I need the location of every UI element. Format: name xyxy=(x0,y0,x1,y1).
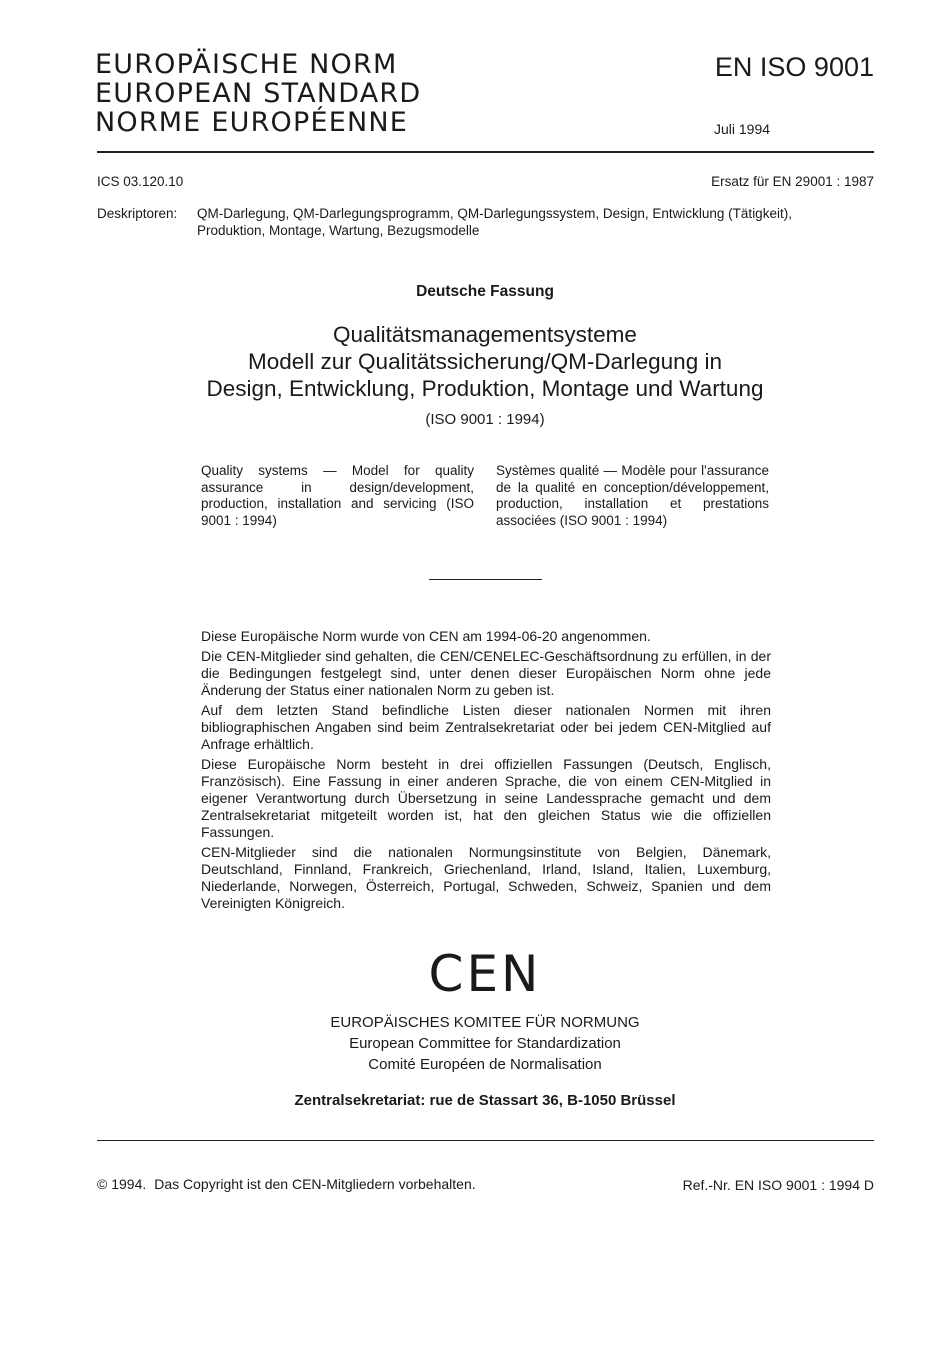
secretariat-address: Zentralsekretariat: rue de Stassart 36, B-1050 Brüssel xyxy=(294,1092,676,1109)
org-name-fr: Comité Européen de Normalisation xyxy=(368,1056,602,1073)
descriptors-line: Produktion, Montage, Wartung, Bezugsmodelle xyxy=(197,223,480,238)
body-paragraph: Diese Europäische Norm wurde von CEN am 1994-06-20 angenommen. xyxy=(201,628,651,644)
norm-title-block xyxy=(95,50,421,137)
organization-names xyxy=(0,1012,950,1075)
replaces-standard: Ersatz für EN 29001 : 1987 xyxy=(711,174,874,189)
cen-logo: CEN xyxy=(428,945,542,1003)
descriptors-text xyxy=(197,205,877,239)
body-paragraph: CEN-Mitglieder sind die nationalen Normungsinstitute von Belgien, Dänemark, Deutschland, Finnland, Frankreich, Griechenland, Irland, Island, Italien, Luxemburg, Niederlande, Norwegen, Österreich, Portugal, Schweden, Schweiz, Spanien und dem Vereinigten Königreich. xyxy=(201,844,771,911)
title-line: Qualitätsmanagementsysteme xyxy=(333,322,637,347)
norm-title-fr: NORME EUROPÉENNE xyxy=(95,107,409,138)
norm-title-en: EUROPEAN STANDARD xyxy=(95,78,422,109)
version-label: Deutsche Fassung xyxy=(416,283,554,300)
copyright-year: © 1994. xyxy=(97,1176,147,1192)
body-paragraph: Die CEN-Mitglieder sind gehalten, die CEN/CENELEC-Geschäftsordnung zu erfüllen, in der die Bedingungen festgelegt sind, unter denen dieser Europäischen Norm ohne jede Änderung der Status einer nationalen Norm zu geben ist. xyxy=(201,648,771,698)
body-text xyxy=(201,628,771,915)
document-title xyxy=(0,321,950,402)
org-name-en: European Committee for Standardization xyxy=(349,1035,621,1052)
title-line: Design, Entwicklung, Produktion, Montage und Wartung xyxy=(206,376,764,401)
descriptors-label: Deskriptoren: xyxy=(97,206,178,221)
title-line: Modell zur Qualitätssicherung/QM-Darlegung in xyxy=(248,349,722,374)
copyright-text: Das Copyright ist den CEN-Mitgliedern vorbehalten. xyxy=(154,1176,476,1192)
french-title: Systèmes qualité — Modèle pour l'assurance de la qualité en conception/développement, production, installation et prestations associées (ISO 9001 : 1994) xyxy=(496,463,769,528)
norm-title-de: EUROPÄISCHE NORM xyxy=(95,49,398,80)
copyright-notice xyxy=(97,1176,476,1192)
iso-reference: (ISO 9001 : 1994) xyxy=(425,411,545,428)
section-divider xyxy=(429,579,542,580)
descriptors-line: QM-Darlegung, QM-Darlegungsprogramm, QM-Darlegungssystem, Design, Entwicklung (Tätigkeit), xyxy=(197,206,792,221)
footer-divider xyxy=(97,1140,874,1141)
publication-date: Juli 1994 xyxy=(714,121,771,137)
english-title: Quality systems — Model for quality assurance in design/development, production, installation and servicing (ISO 9001 : 1994) xyxy=(201,463,474,528)
body-paragraph: Auf dem letzten Stand befindliche Listen dieser nationalen Normen mit ihren bibliographischen Angaben sind beim Zentralsekretariat oder bei jedem CEN-Mitglied auf Anfrage erhältlich. xyxy=(201,702,771,752)
org-name-de: EUROPÄISCHES KOMITEE FÜR NORMUNG xyxy=(330,1014,640,1031)
ics-code: ICS 03.120.10 xyxy=(97,174,184,189)
body-paragraph: Diese Europäische Norm besteht in drei offiziellen Fassungen (Deutsch, Englisch, Französisch). Eine Fassung in einer anderen Sprache, die von einem CEN-Mitglied in eigener Verantwortung durch Übersetzung in seine Landessprache gemacht und dem Zentralsekretariat mitgeteilt worden ist, hat den gleichen Status wie die offiziellen Fassungen. xyxy=(201,756,771,840)
standard-id: EN ISO 9001 xyxy=(714,52,874,82)
header-divider xyxy=(97,151,874,153)
reference-number: Ref.-Nr. EN ISO 9001 : 1994 D xyxy=(682,1177,874,1193)
